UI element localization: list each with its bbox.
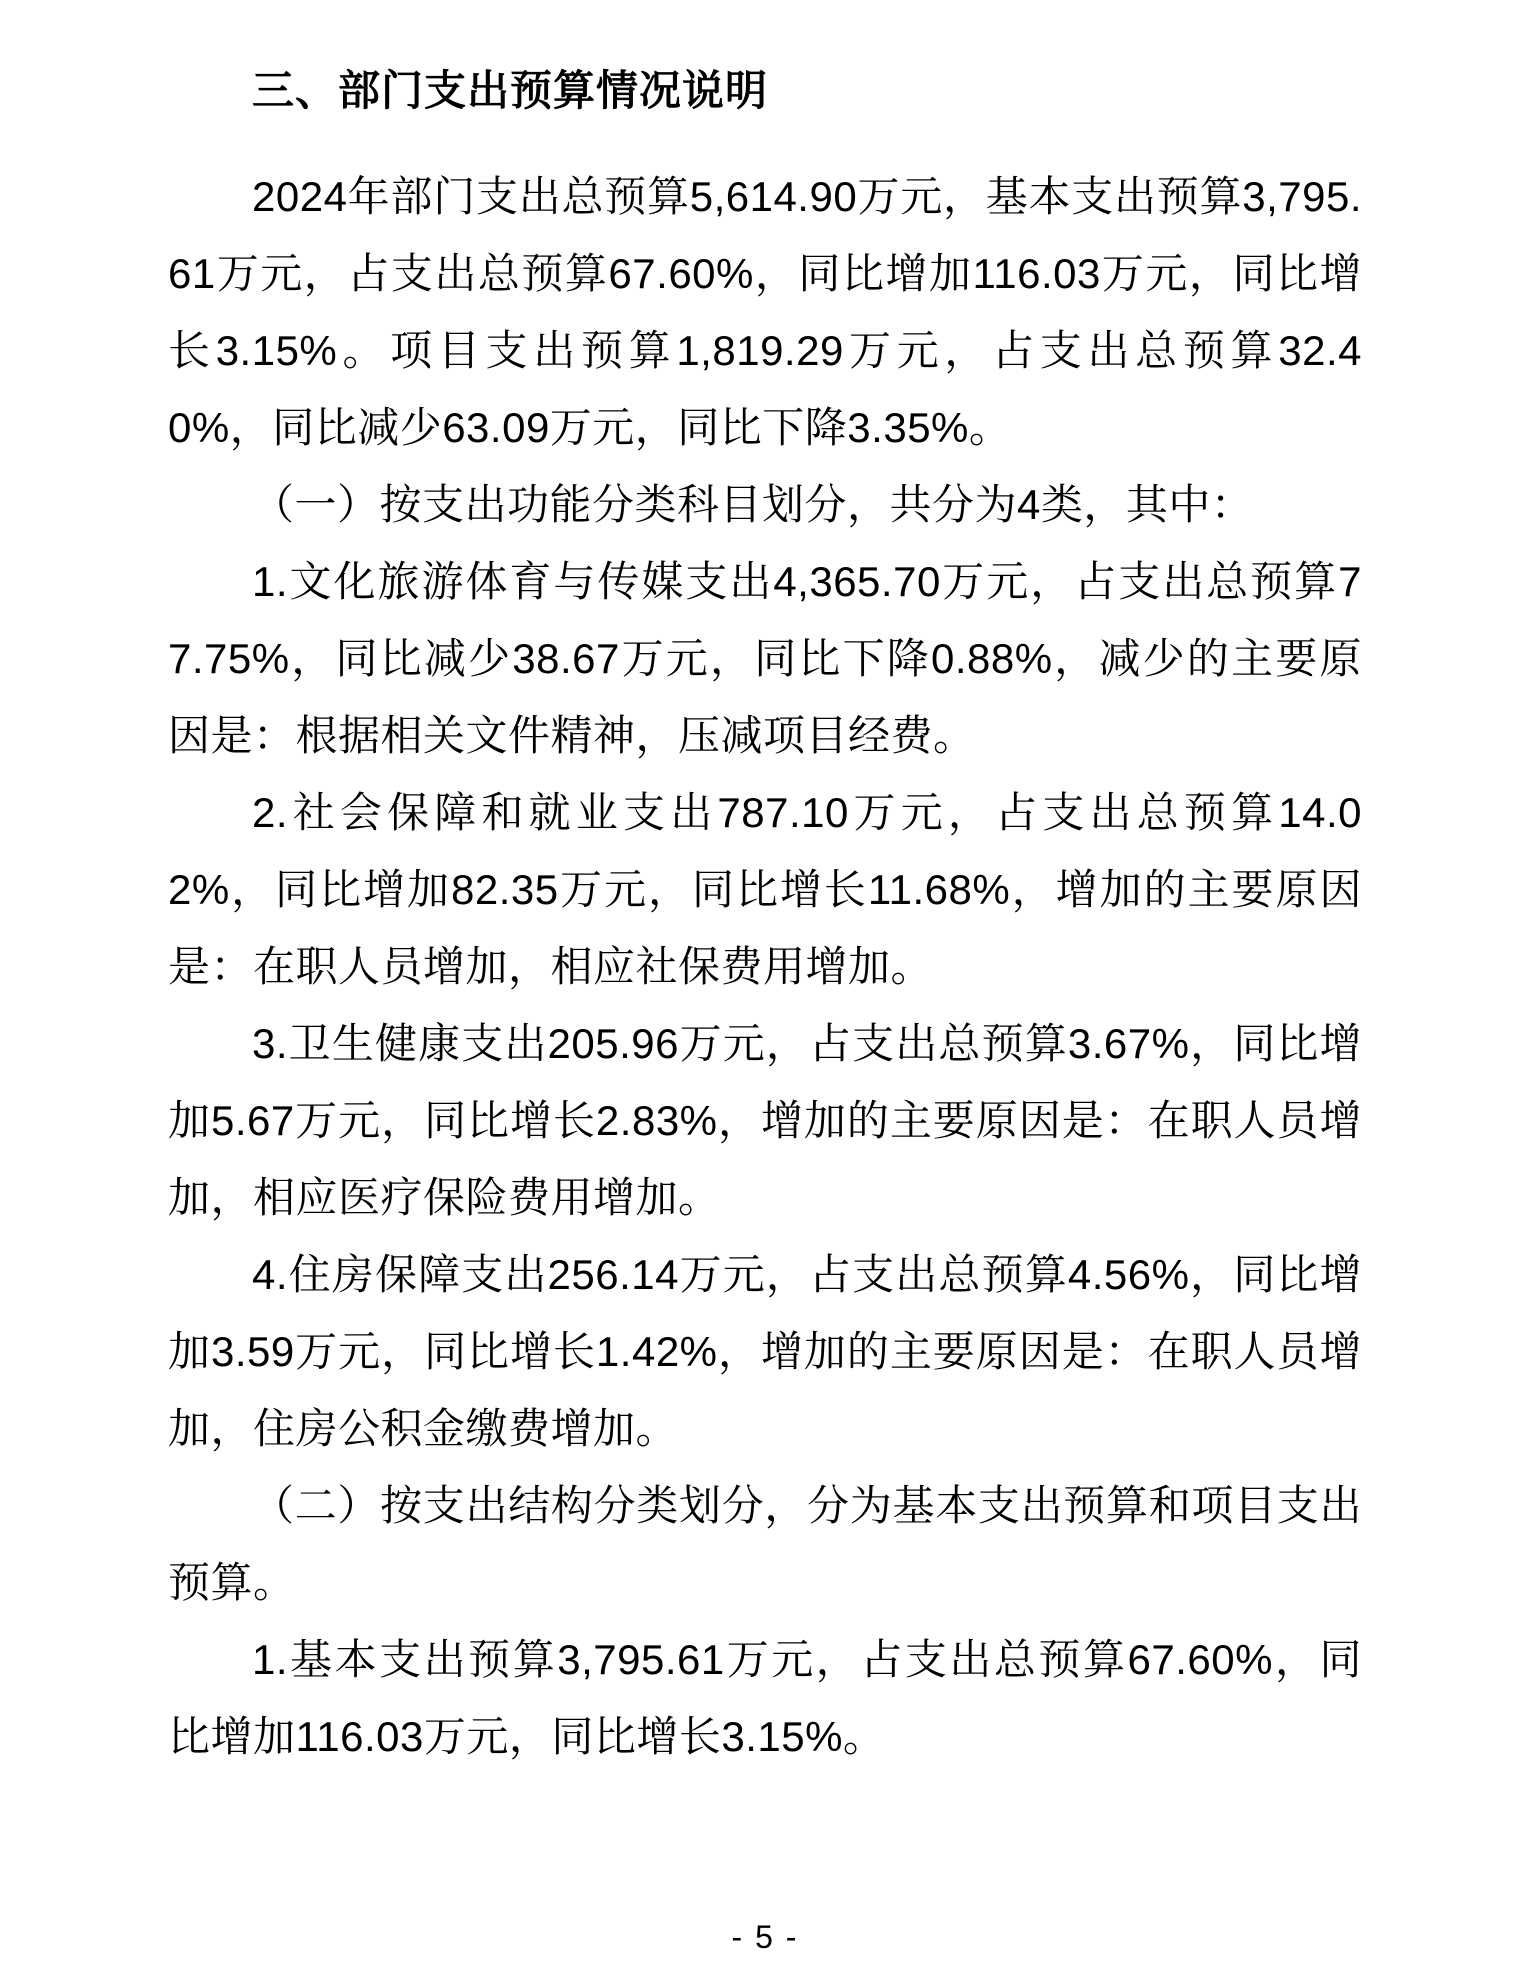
paragraph-item-2-social-security: 2.社会保障和就业支出787.10万元，占支出总预算14.02%，同比增加82.35万元，同比增长11.68%，增加的主要原因是：在职人员增加，相应社保费用增加。 xyxy=(168,789,1362,990)
section-title: 三、部门支出预算情况说明 xyxy=(252,67,769,114)
page-number: - 5 - xyxy=(731,1919,799,1955)
paragraph-item-3-health: 3.卫生健康支出205.96万元，占支出总预算3.67%，同比增加5.67万元，同比增长2.83%，增加的主要原因是：在职人员增加，相应医疗保险费用增加。 xyxy=(168,1020,1362,1221)
paragraph-item-1-culture-tourism: 1.文化旅游体育与传媒支出4,365.70万元，占支出总预算77.75%，同比减少38.67万元，同比下降0.88%，减少的主要原因是：根据相关文件精神，压减项目经费。 xyxy=(168,558,1362,759)
paragraph-overview: 2024年部门支出总预算5,614.90万元，基本支出预算3,795.61万元，占支出总预算67.60%，同比增加116.03万元，同比增长3.15%。项目支出预算1,819.29万元，占支出总预算32.40%，同比减少63.09万元，同比下降3.35%。 xyxy=(168,173,1362,451)
paragraph-basic-expenditure: 1.基本支出预算3,795.61万元，占支出总预算67.60%，同比增加116.03万元，同比增长3.15%。 xyxy=(168,1636,1362,1760)
paragraph-heading-structure-classification: （二）按支出结构分类划分，分为基本支出预算和项目支出预算。 xyxy=(168,1482,1362,1606)
paragraph-heading-function-classification: （一）按支出功能分类科目划分，共分为4类，其中： xyxy=(252,481,1254,528)
paragraph-item-4-housing: 4.住房保障支出256.14万元，占支出总预算4.56%，同比增加3.59万元，同比增长1.42%，增加的主要原因是：在职人员增加，住房公积金缴费增加。 xyxy=(168,1251,1362,1452)
